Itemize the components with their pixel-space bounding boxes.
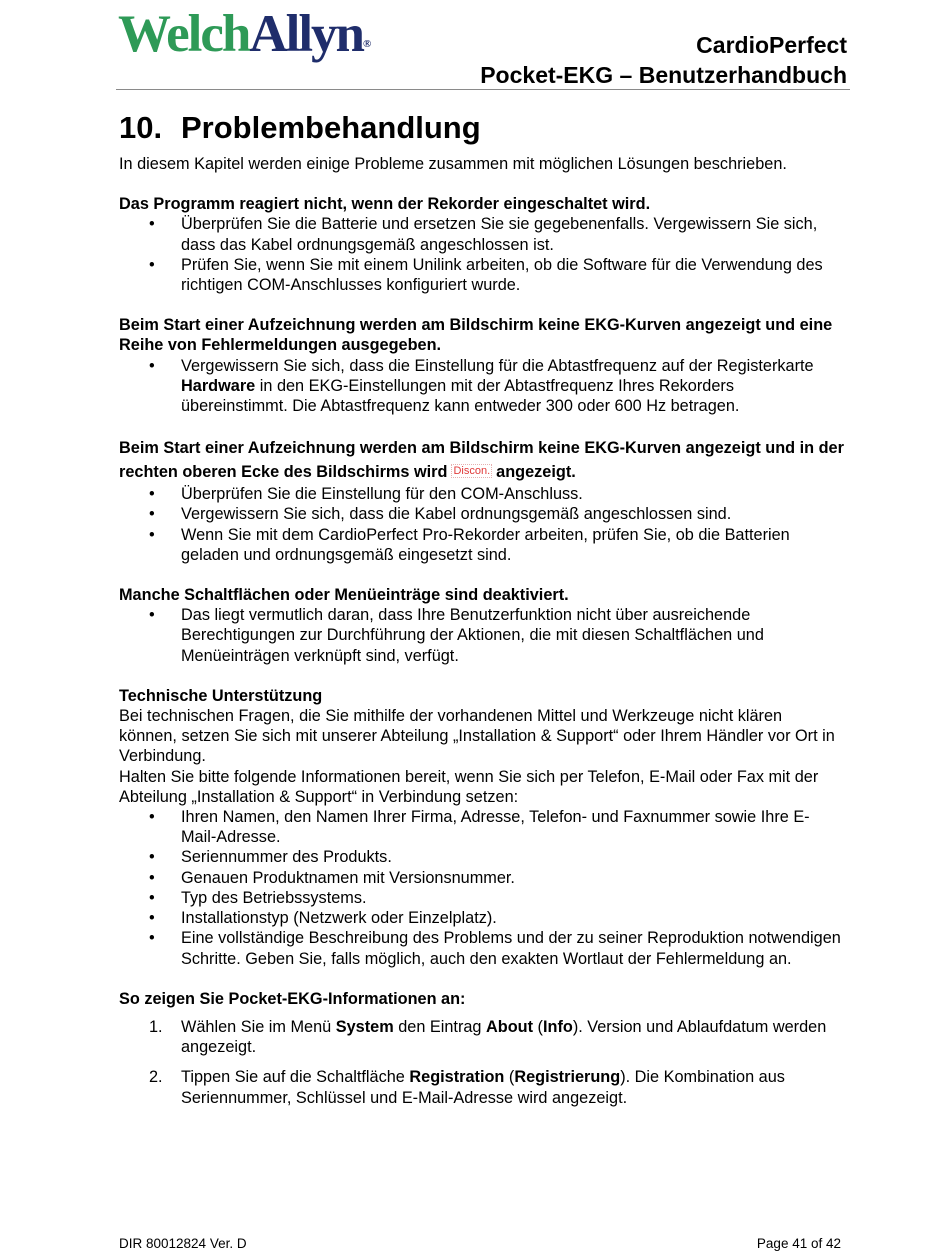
- list-item: • Typ des Betriebssystems.: [119, 888, 844, 908]
- step-text: ). Die Kombination aus Seriennummer, Schlüssel und E-Mail-Adresse wird angezeigt.: [181, 1068, 785, 1107]
- system-menu-label: System: [335, 1017, 394, 1036]
- product-name: CardioPerfect: [696, 32, 847, 58]
- solution-list-no-response: [119, 214, 844, 295]
- header-divider: [116, 89, 850, 90]
- list-item: • Installationstyp (Netzwerk oder Einzelplatz).: [119, 908, 844, 928]
- support-info-list: [119, 807, 844, 969]
- hardware-tab-label: Hardware: [181, 376, 256, 395]
- chapter-title: Problembehandlung: [181, 110, 481, 145]
- list-item: • Überprüfen Sie die Batterie und ersetzen Sie sie gegebenenfalls. Vergewissern Sie sich, dass das Kabel ordnungsgemäß angeschlossen ist.: [119, 214, 844, 254]
- step-text: (: [504, 1068, 515, 1087]
- chapter-number: 10.: [119, 110, 163, 145]
- list-item: • Seriennummer des Produkts.: [119, 847, 844, 867]
- step-text: Wählen Sie im Menü: [181, 1017, 336, 1036]
- step-text: den Eintrag: [393, 1017, 487, 1036]
- welch-allyn-logo: [118, 4, 371, 64]
- support-paragraph-2: Halten Sie bitte folgende Informationen bereit, wenn Sie sich per Telefon, E-Mail oder Fax mit der Abteilung „Installation & Support“ in Verbindung setzen:: [119, 767, 819, 806]
- registration-button-label: Registration: [409, 1068, 505, 1087]
- info-heading: So zeigen Sie Pocket-EKG-Informationen an:: [119, 989, 466, 1008]
- problem-heading-disabled-buttons: Manche Schaltflächen oder Menüeinträge sind deaktiviert.: [119, 586, 569, 605]
- page-content: [119, 108, 844, 1128]
- list-item: • Überprüfen Sie die Einstellung für den COM-Anschluss.: [119, 484, 844, 504]
- document-title: [480, 30, 847, 90]
- info-steps: [119, 1017, 844, 1108]
- problem-heading-text: Beim Start einer Aufzeichnung werden am Bildschirm keine EKG-Kurven angezeigt und in der rechten oberen Ecke des Bildschirms wird: [119, 439, 844, 482]
- list-item: • Ihren Namen, den Namen Ihrer Firma, Adresse, Telefon- und Faxnummer sowie Ihre E-Mail-Adresse.: [119, 807, 844, 847]
- step-text: Tippen Sie auf die Schaltfläche: [181, 1068, 410, 1087]
- step-number: 2.: [149, 1068, 163, 1087]
- list-item: • Prüfen Sie, wenn Sie mit einem Unilink arbeiten, ob die Software für die Verwendung des richtigen COM-Anschlusses konfiguriert wurde.: [119, 255, 844, 295]
- registrierung-label: Registrierung: [514, 1068, 621, 1087]
- step-text: (: [533, 1017, 543, 1036]
- support-heading: Technische Unterstützung: [119, 686, 323, 705]
- list-item: • Das liegt vermutlich daran, dass Ihre Benutzerfunktion nicht über ausreichende Berechtigungen zur Durchführung der Aktionen, die mit diesen Schaltflächen und Menüeinträgen verknüpft sind, verfügt.: [119, 605, 844, 666]
- list-item: • Genauen Produktnamen mit Versionsnummer.: [119, 868, 844, 888]
- step-item: [119, 1067, 844, 1107]
- list-item: [119, 356, 844, 417]
- problem-heading-disconnected: [119, 436, 844, 484]
- list-item: • Wenn Sie mit dem CardioPerfect Pro-Rekorder arbeiten, prüfen Sie, ob die Batterien geladen und ordnungsgemäß eingesetzt sind.: [119, 525, 844, 565]
- chapter-heading: [119, 108, 844, 148]
- problem-heading-text: angezeigt.: [496, 463, 576, 482]
- chapter-intro: In diesem Kapitel werden einige Probleme zusammen mit möglichen Lösungen beschrieben.: [119, 155, 787, 173]
- list-item-text: in den EKG-Einstellungen mit der Abtastfrequenz Ihres Rekorders übereinstimmt. Die Abtastfrequenz kann entweder 300 oder 600 Hz betragen.: [181, 376, 740, 416]
- logo-registered-mark: ®: [363, 38, 372, 50]
- solution-list-disconnected: [119, 484, 844, 565]
- about-entry-label: About: [486, 1017, 534, 1036]
- info-entry-label: Info: [542, 1017, 573, 1036]
- logo-welch: Welch: [118, 5, 250, 63]
- step-number: 1.: [149, 1017, 163, 1036]
- problem-heading-error-messages: Beim Start einer Aufzeichnung werden am Bildschirm keine EKG-Kurven angezeigt und eine Reihe von Fehlermeldungen ausgegeben.: [119, 316, 833, 355]
- discon-status-icon: Discon.: [453, 465, 491, 478]
- support-paragraph-1: Bei technischen Fragen, die Sie mithilfe der vorhandenen Mittel und Werkzeuge nicht klären können, setzen Sie sich mit unserer Abteilung „Installation & Support“ oder Ihrem Händler vor Ort in Verbindung.: [119, 707, 835, 766]
- logo-allyn: Allyn: [249, 5, 364, 63]
- list-item-text: Vergewissern Sie sich, dass die Einstellung für die Abtastfrequenz auf der Registerkarte: [181, 356, 814, 375]
- solution-list-disabled-buttons: [119, 605, 844, 666]
- solution-list-error-messages: [119, 356, 844, 417]
- footer-doc-id: DIR 80012824 Ver. D: [119, 1236, 247, 1251]
- list-item: • Vergewissern Sie sich, dass die Kabel ordnungsgemäß angeschlossen sind.: [119, 504, 844, 524]
- step-text: ). Version und Ablaufdatum werden angezeigt.: [181, 1017, 827, 1057]
- footer-page-number: Page 41 of 42: [756, 1236, 841, 1251]
- manual-title: Pocket-EKG – Benutzerhandbuch: [480, 62, 847, 88]
- problem-heading-no-response: Das Programm reagiert nicht, wenn der Rekorder eingeschaltet wird.: [119, 195, 651, 214]
- step-item: [119, 1017, 844, 1057]
- list-item: • Eine vollständige Beschreibung des Problems und der zu seiner Reproduktion notwendigen Schritte. Geben Sie, falls möglich, auch den exakten Wortlaut der Fehlermeldung an.: [119, 928, 844, 968]
